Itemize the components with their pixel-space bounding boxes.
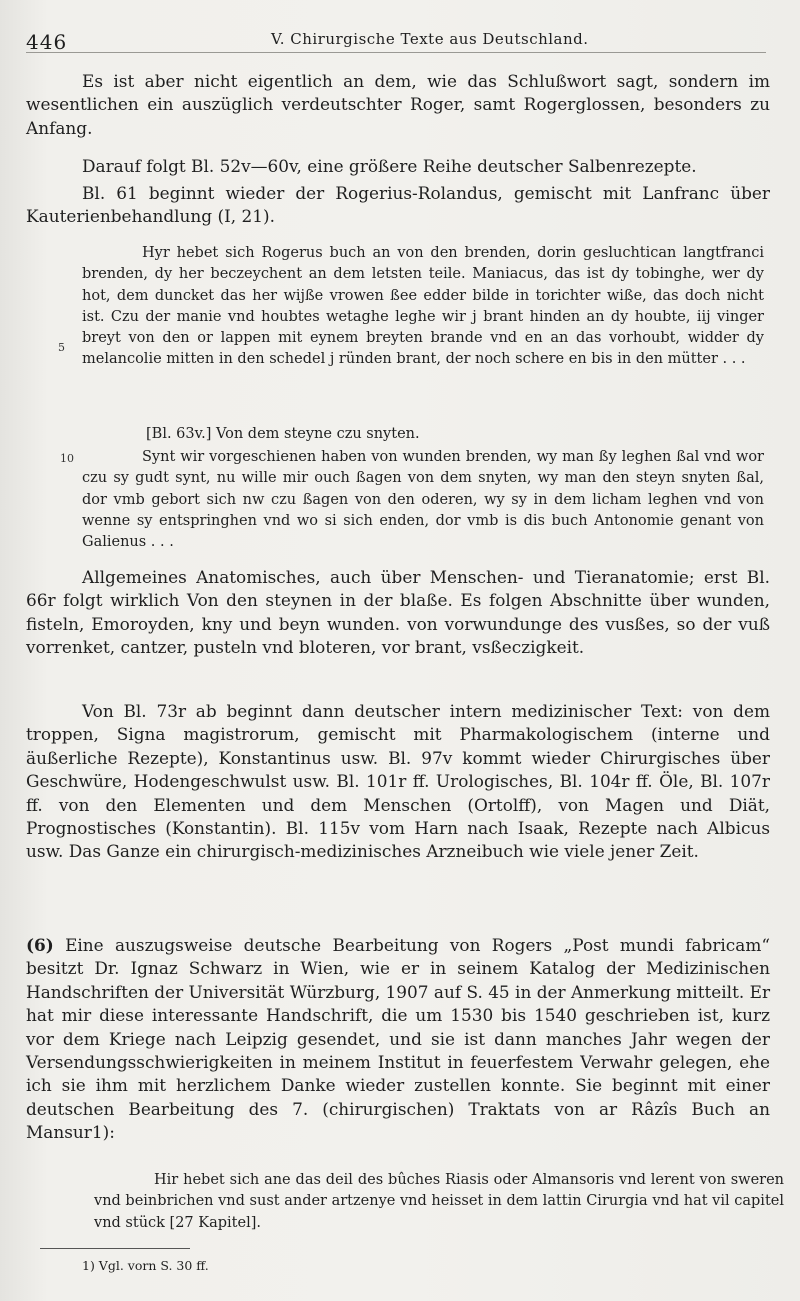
paragraph-3: Bl. 61 beginnt wieder der Rogerius-Rolandus, gemischt mit Lanfranc über Kauterienbehandlung (I, 21). [26,183,770,227]
quote-3: Synt wir vorgeschienen haben von wunden brenden, wy man ßy leghen ßal vnd wor czu sy gudt synt, nu wille mir ouch ßagen von dem snyten, wy man den steyn snyten ßal, dor vmb gebort sich nw czu ßagen von den oderen, wy sy in dem licham leghen vnd von wenne sy entspringhen vnd wo si sich enden, dor vmb is dis buch Antonomie genant von Galienus . . . [82,449,764,551]
page-header [26,22,766,53]
paragraph-4: Allgemeines Anatomisches, auch über Menschen- und Tieranatomie; erst Bl. 66r folgt wirklich Von den steynen in der blaße. Es folgen Abschnitte über wunden, fisteln, Emoroyden, kny und beyn wunden. von vorwundunge des vusßes, so der vuß vorrenket, cantzer, pusteln vnd bloteren, vor brant, vsßeczigkeit. [26,567,770,658]
note-6-number: (6) [26,935,54,955]
line-number-5: 5 [58,341,65,354]
note-6-text: Eine auszugsweise deutsche Bearbeitung von Rogers „Post mundi fabricam“ besitzt Dr. Ignaz Schwarz in Wien, wie er in seinem Katalog der Medizinischen Handschriften der Universität Würzburg, 1907 auf S. 45 in der Anmerkung mitteilt. Er hat mir diese interessante Handschrift, die um 1530 bis 1540 geschrieben ist, kurz vor dem Kriege nach Leipzig gesendet, und sie ist dann manches Jahr wegen der Versendungsschwierigkeiten in meinem Institut in feuerfestem Verwahr gelegen, ehe ich sie ihm mit herzlichem Danke wieder zustellen konnte. Sie beginnt mit einer deutschen Bearbeitung des 7. (chirurgischen) Traktats von ar Râzîs Buch an Mansur1): [26,935,771,1143]
quote-4: Hir hebet sich ane das deil des bûches Riasis oder Almansoris vnd lerent von sweren vnd beinbrichen vnd sust ander artzenye vnd heisset in dem lattin Cirurgia vnd hat vil capitel vnd stück [27 Kapitel]. [94,1172,784,1231]
running-head: V. Chirurgische Texte aus Deutschland. [271,30,589,48]
footnote-separator [40,1248,190,1249]
footnote: 1) Vgl. vorn S. 30 ff. [82,1258,209,1273]
paragraph-2: Darauf folgt Bl. 52v—60v, eine größere Reihe deutscher Salbenrezepte. [82,156,697,176]
paragraph-5: Von Bl. 73r ab beginnt dann deutscher intern medizinischer Text: von dem troppen, Signa magistrorum, gemischt mit Pharmakologischem (interne und äußerliche Rezepte), Konstantinus usw. Bl. 97v kommt wieder Chirurgisches über Geschwüre, Hodengeschwulst usw. Bl. 101r ff. Urologisches, Bl. 104r ff. Öle, Bl. 107r ff. von den Elementen und dem Menschen (Ortolff), von Magen und Diät, Prognostisches (Konstantin). Bl. 115v vom Harn nach Isaak, Rezepte nach Albicus usw. Das Ganze ein chirurgisch-medizinisches Arzneibuch wie viele jener Zeit. [26,701,770,862]
quote-2-heading: [Bl. 63v.] Von dem steyne czu snyten. [146,426,420,442]
paragraph-1: Es ist aber nicht eigentlich an dem, wie das Schlußwort sagt, sondern im wesentlichen ein auszüglich verdeutschter Roger, samt Rogerglossen, besonders zu Anfang. [26,71,770,138]
line-number-10: 10 [60,452,74,465]
page-number: 446 [26,30,68,54]
quote-1: Hyr hebet sich Rogerus buch an von den brenden, dorin gesluchtican langtfranci brenden, dy her beczeychent an dem letsten teile. Maniacus, das ist dy tobinghe, wer dy hot, dem duncket das her wijße vrowen ßee edder bilde in torichter wiße, das doch nicht ist. Czu der manie vnd houbtes wetaghe leghe wir j brant hinden an dy houbte, iij vinger breyt von den or lappen mit eynem breyten brande vnd en an das vorhoubt, widder dy melancolie mitten in den schedel j ründen brant, der noch schere en bis in den mütter . . . [82,245,764,368]
note-6 [26,934,770,1145]
